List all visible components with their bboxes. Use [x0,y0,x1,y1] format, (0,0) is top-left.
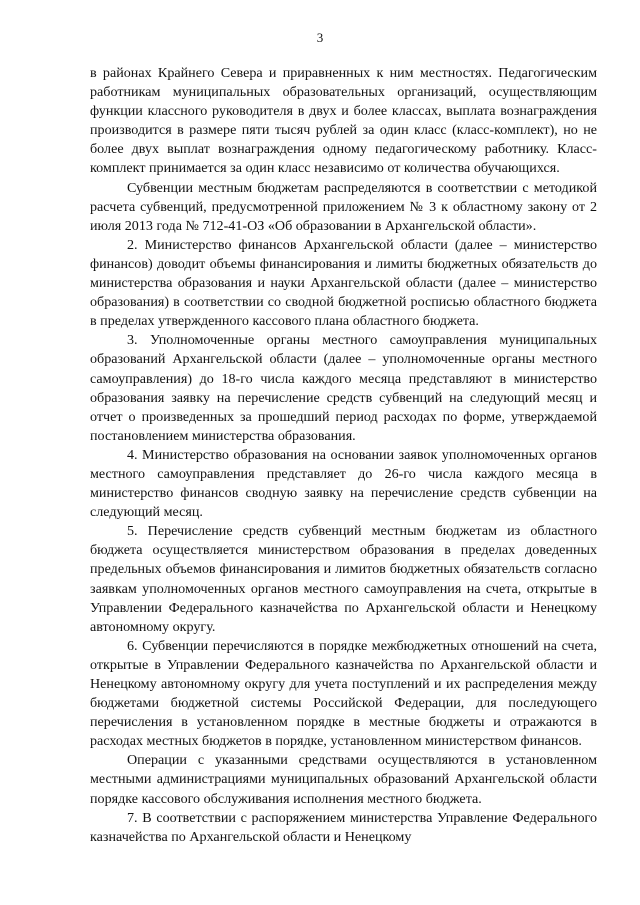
paragraph-item-2: 2. Министерство финансов Архангельской области (далее – министерство финансов) доводит объемы финансирования и лимиты бюджетных обязательств до министерства образования и науки Архангельской области (далее – министерство образования) в соответствии со сводной бюджетной росписью областного бюджета в пределах утвержденного кассового плана областного бюджета. [90,236,597,330]
document-body [90,64,597,847]
paragraph-item-3: 3. Уполномоченные органы местного самоуправления муниципальных образований Архангельской области (далее – уполномоченные органы местного самоуправления) до 18-го числа каждого месяца представляют в министерство образования заявку на перечисление средств субвенций на следующий месяц и отчет о произведенных за прошедший период расходах по форме, утверждаемой постановлением министерства образования. [90,332,597,444]
paragraph-subventions-distribution: Субвенции местным бюджетам распределяются в соответствии с методикой расчета субвенций, предусмотренной приложением № 3 к областному закону от 2 июля 2013 года № 712-41-ОЗ «Об образовании в Архангельской области». [90,179,597,234]
paragraph-item-5: 5. Перечисление средств субвенций местным бюджетам из областного бюджета осуществляется министерством образования в пределах доведенных предельных объемов финансирования и лимитов бюджетных обязательств согласно заявкам уполномоченных органов местного самоуправления на счета, открытые в Управлении Федерального казначейства по Архангельской области и Ненецкому автономному округу. [90,523,597,635]
paragraph-continuation: в районах Крайнего Севера и приравненных к ним местностях. Педагогическим работникам муниципальных образовательных организаций, осуществляющим функции классного руководителя в двух и более классах, выплата вознаграждения производится в размере пяти тысяч рублей за один класс (класс-комплект), но не более двух выплат вознаграждения одному педагогическому работнику. Класс-комплект принимается за один класс независимо от количества обучающихся. [90,65,597,177]
paragraph-item-4: 4. Министерство образования на основании заявок уполномоченных органов местного самоуправления представляет до 26-го числа каждого месяца в министерство финансов сводную заявку на перечисление средств субвенции на следующий месяц. [90,446,597,521]
paragraph-item-6: 6. Субвенции перечисляются в порядке межбюджетных отношений на счета, открытые в Управлении Федерального казначейства по Архангельской области и Ненецкому автономному округу для учета поступлений и их распределения между бюджетами бюджетной системы Российской Федерации, для последующего перечисления в установленном порядке в местные бюджеты и отражаются в расходах местных бюджетов в порядке, установленном министерством финансов. [90,637,597,750]
paragraph-operations: Операции с указанными средствами осуществляются в установленном местными администрациями муниципальных образований Архангельской области порядке кассового обслуживания исполнения местного бюджета. [90,752,597,807]
paragraph-item-7: 7. В соответствии с распоряжением министерства Управление Федерального казначейства по Архангельской области и Ненецкому [90,809,597,845]
page-number: 3 [316,30,324,45]
